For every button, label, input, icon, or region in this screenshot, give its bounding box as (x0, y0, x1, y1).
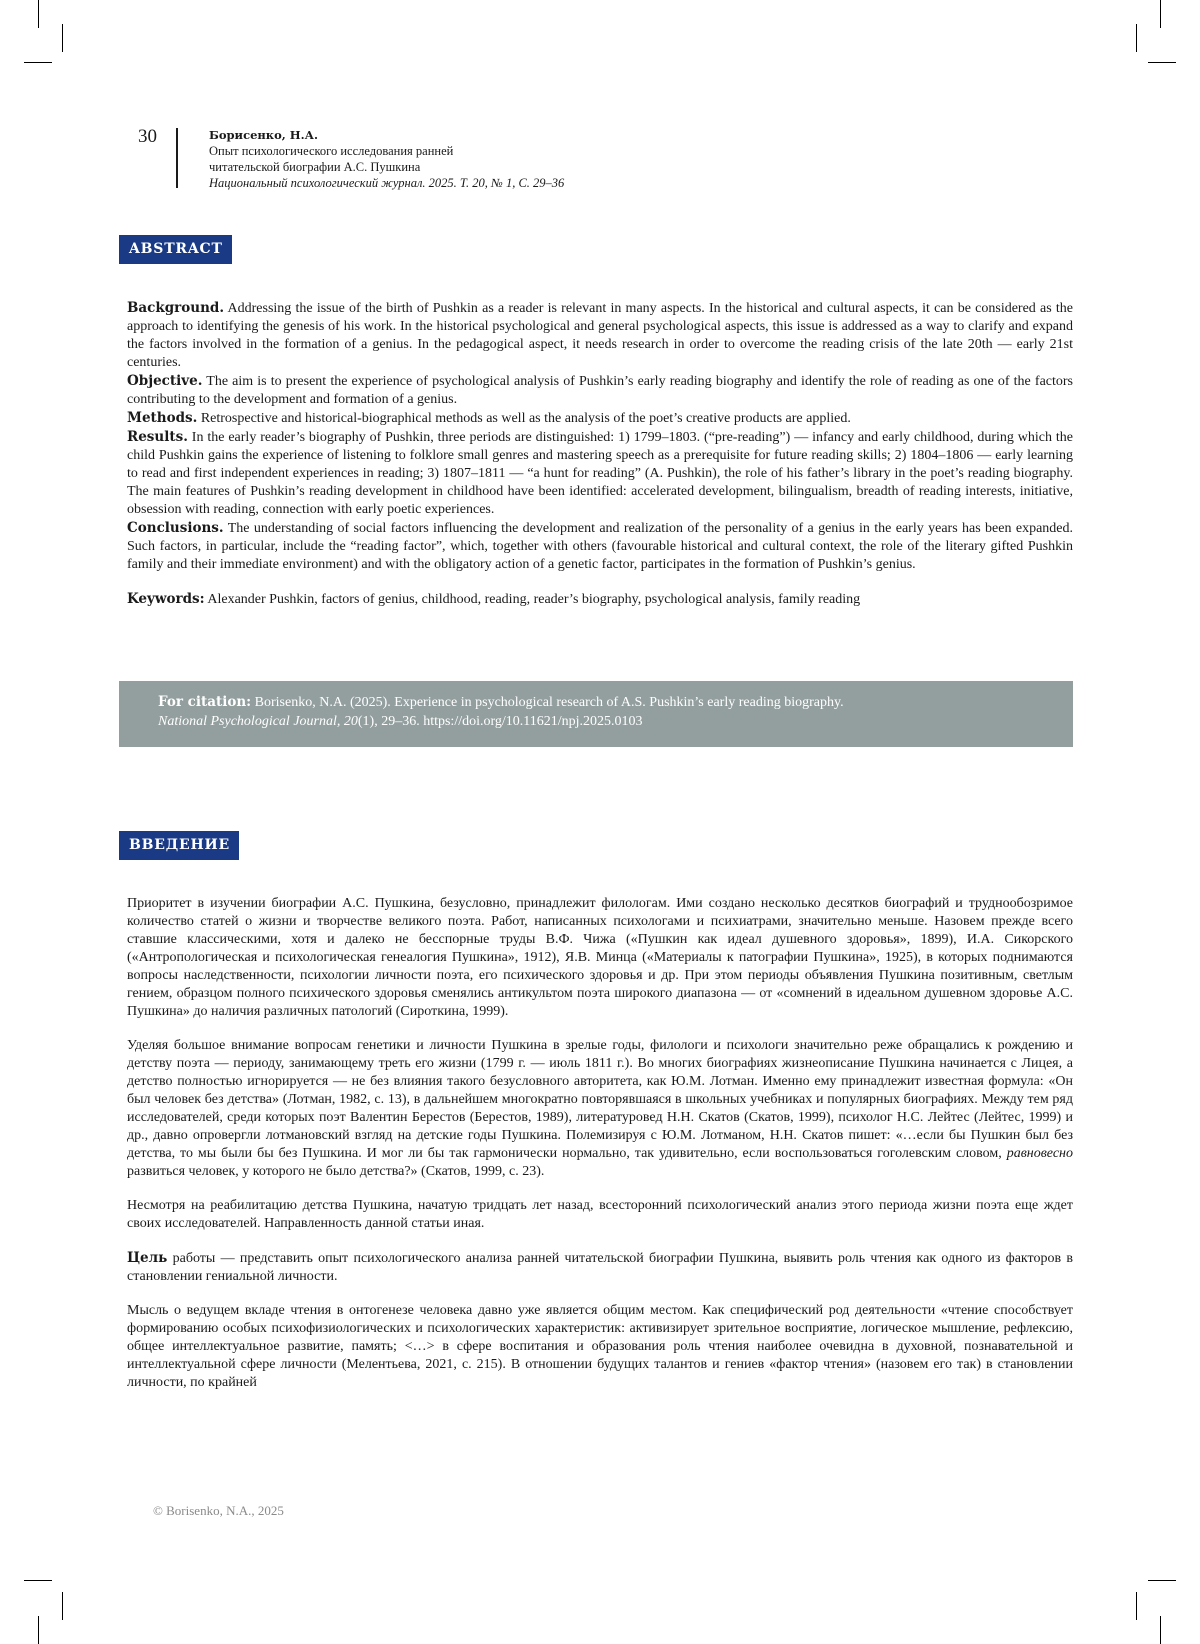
crop-mark (38, 0, 39, 28)
results-text: In the early reader’s biography of Pushkin, three periods are distinguished: 1) 1799–1803. (“pre-reading”) — infancy and early childhood, during which the child Pushkin gains the experience of listening to folklore small genres and mastering speech as a prerequisite for future reading skills; 2) 1804–1806 — early learning to read and first independent experiences in reading; 3) 1807–1811 — “a hunt for reading” (A. Pushkin), the role of his father’s library in the poet’s reading biography. The main features of Pushkin’s reading development in childhood have been identified: accelerated development, bilingualism, breadth of reading interests, initiative, obsession with reading, connection with early poetic experiences. (127, 430, 1073, 517)
crop-mark (1160, 1616, 1161, 1644)
crop-mark (1136, 24, 1137, 52)
intro-body (127, 895, 1073, 1408)
copyright: © Borisenko, N.A., 2025 (153, 1503, 284, 1519)
conclusions-label: Conclusions. (127, 520, 224, 536)
abstract-objective (127, 372, 1073, 409)
intro-p2-part-a: Уделяя большое внимание вопросам генетики и личности Пушкина в зрелые годы, филологи и психологи значительно реже обращались к рождению и детству поэта — периоду, занимающему треть его жизни (1799 г. — июль 1811 г.). Во многих биографиях жизнеописание Пушкина начинается с Лицея, а детство полностью игнорируется — не без влияния такого безусловного авторитета, как Ю.М. Лотман. Именно ему принадлежит известная формула: «Он был человек без детства» (Лотман, 1982, с. 13), в дальнейшем многократно повторявшаяся в школьных учебниках и популярных биографиях. Между тем ряд исследователей, среди которых поэт Валентин Берестов (Берестов, 1989), литературовед Н.Н. Скатов (Скатов, 1999), психолог Н.С. Лейтес (Лейтес, 1999) и др., давно опровергли лотмановский взгляд на детские годы Пушкина. Полемизируя с Ю.М. Лотманом, Н.Н. Скатов пишет: «…если бы Пушкин был без детства, то мы были бы без Пушкина. И мог ли бы так гармонически нормально, так удивительно, если воспользоваться гоголевским словом, (127, 1038, 1073, 1161)
citation-doi[interactable]: (1), 29–36. https://doi.org/10.11621/npj.2025.0103 (358, 714, 643, 729)
intro-paragraph-4 (127, 1249, 1073, 1286)
header-divider (176, 128, 178, 188)
crop-mark (24, 62, 52, 63)
methods-label: Methods. (127, 410, 197, 426)
objective-text: The aim is to present the experience of psychological analysis of Pushkin’s early reading biography and identify the role of reading as one of the factors contributing to the development and formation of a genius. (127, 374, 1073, 407)
crop-mark (1136, 1592, 1137, 1620)
abstract-body (127, 299, 1073, 609)
header-journal: Национальный психологический журнал. 2025. Т. 20, № 1, С. 29–36 (209, 175, 809, 191)
header-title-line2: читательской биографии А.С. Пушкина (209, 159, 809, 175)
results-label: Results. (127, 429, 188, 445)
intro-p2-italic: равновесно (1007, 1146, 1073, 1161)
abstract-keywords (127, 590, 1073, 609)
header-meta (209, 127, 809, 191)
crop-mark (1148, 1580, 1176, 1581)
intro-paragraph-1: Приоритет в изучении биографии А.С. Пушкина, безусловно, принадлежит филологам. Ими создано несколько десятков биографий и труднообозримое количество статей о жизни и творчестве великого поэта. Работ, написанных психологами и психиатрами, значительно меньше. Назовем прежде всего ставшие классическими, хотя и далеко не бесспорные труды В.Ф. Чижа («Пушкин как идеал душевного здоровья», 1899), И.А. Сикорского («Антропологическая и психологическая генеалогия Пушкина», 1912), Я.В. Минца («Материалы к патографии Пушкина», 1925), в которых поднимаются вопросы наследственности, психологии личности поэта, его психического здоровья и др. При этом периоды объявления Пушкина позитивным, светлым гением, образцом полного психического здоровья сменялись антикультом поэта широкого диапазона — от «сомнений в идеальном душевном здоровье А.С. Пушкина» до наличия различных патологий (Сироткина, 1999). (127, 895, 1073, 1021)
objective-label: Objective. (127, 373, 202, 389)
keywords-text: Alexander Pushkin, factors of genius, childhood, reading, reader’s biography, psychological analysis, family reading (205, 592, 861, 607)
header-author: Борисенко, Н.А. (209, 127, 809, 143)
crop-mark (1148, 62, 1176, 63)
background-label: Background. (127, 300, 224, 316)
crop-mark (38, 1616, 39, 1644)
keywords-label: Keywords: (127, 591, 205, 607)
intro-paragraph-2 (127, 1037, 1073, 1181)
intro-paragraph-5: Мысль о ведущем вкладе чтения в онтогенезе человека давно уже является общим местом. Как специфический род деятельности «чтение способствует формированию особых психофизиологических и психологических характеристик: активизирует зрительное восприятие, логическое мышление, рефлексию, общее интеллектуальное развитие, память; <…> в сфере воспитания и образования роль чтения наиболее очевидна в духовной, познавательной и интеллектуальной сфере личности (Мелентьева, 2021, с. 215). В отношении будущих талантов и гениев «фактор чтения» (назовем его так) в становлении личности, по крайней (127, 1302, 1073, 1392)
background-text: Addressing the issue of the birth of Pushkin as a reader is relevant in many aspects. In the historical and cultural aspects, it can be considered as the approach to identifying the genesis of his work. In the historical psychological and general psychological aspects, this issue is addressed as a way to clarify and expand the factors involved in the formation of a genius. In the pedagogical aspect, it needs research in order to overcome the reading crisis of the late 20th — early 21st centuries. (127, 301, 1073, 370)
intro-p2-part-b: развиться человек, у которого не было детства?» (Скатов, 1999, с. 23). (127, 1164, 544, 1179)
citation-label: For citation: (158, 694, 251, 710)
intro-paragraph-3: Несмотря на реабилитацию детства Пушкина, начатую тридцать лет назад, всесторонний психологический анализ этого периода жизни поэта еще ждет своих исследователей. Направленность данной статьи иная. (127, 1197, 1073, 1233)
abstract-background (127, 299, 1073, 372)
citation-journal: National Psychological Journal, 20 (158, 714, 358, 729)
abstract-conclusions (127, 519, 1073, 574)
abstract-results (127, 428, 1073, 519)
conclusions-text: The understanding of social factors influencing the development and realization of the personality of a genius in the early years has been expanded. Such factors, in particular, include the “reading factor”, which, together with others (favourable historical and cultural context, the role of the literary gifted Pushkin family and their immediate environment) and with the obligatory action of a genetic factor, participates in the formation of Pushkin’s genius. (127, 521, 1073, 572)
abstract-methods (127, 409, 1073, 428)
crop-mark (62, 24, 63, 52)
header-title-line1: Опыт психологического исследования ранней (209, 143, 809, 159)
crop-mark (1160, 0, 1161, 28)
goal-text: работы — представить опыт психологического анализа ранней читательской биографии Пушкина, выявить роль чтения как одного из факторов в становлении гениальной личности. (127, 1251, 1073, 1284)
methods-text: Retrospective and historical-biographical methods as well as the analysis of the poet’s creative products are applied. (197, 411, 851, 426)
crop-mark (62, 1592, 63, 1620)
page-number: 30 (138, 126, 157, 148)
citation-text: Borisenko, N.A. (2025). Experience in psychological research of A.S. Pushkin’s early reading biography. (251, 695, 843, 710)
intro-heading: ВВЕДЕНИЕ (119, 831, 239, 860)
abstract-heading: ABSTRACT (119, 235, 232, 264)
crop-mark (24, 1580, 52, 1581)
citation-box (119, 681, 1073, 747)
goal-label: Цель (127, 1250, 167, 1266)
